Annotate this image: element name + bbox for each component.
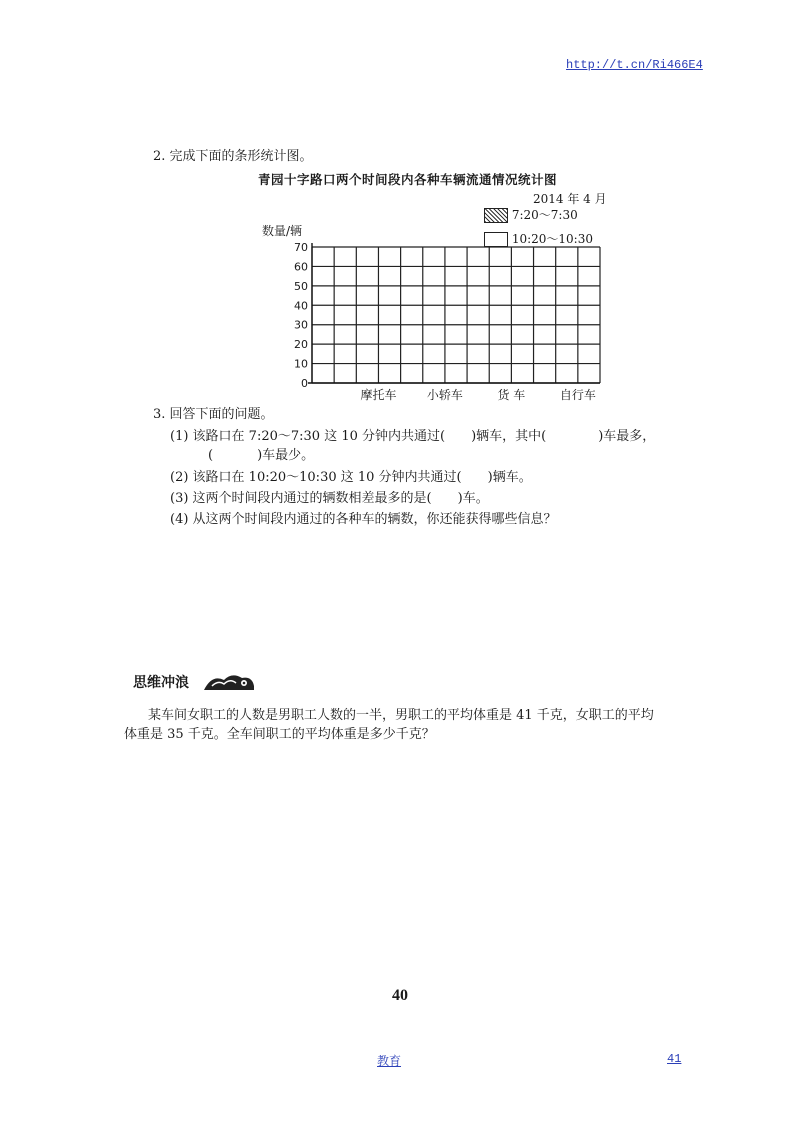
section2-heading: 2. 完成下面的条形统计图。 bbox=[153, 149, 313, 164]
question-3 bbox=[170, 487, 489, 506]
wave-icon bbox=[202, 670, 256, 694]
section3-heading: 3. 回答下面的问题。 bbox=[153, 407, 274, 422]
thinking-title bbox=[133, 672, 189, 692]
bar-chart bbox=[250, 220, 610, 402]
legend-label-morning: 7:20～7:30 bbox=[511, 208, 578, 222]
thinking-line-1: 某车间女职工的人数是男职工人数的一半，男职工的平均体重是 41 千克，女职工的平均 bbox=[148, 708, 654, 723]
y-tick-label: 20 bbox=[294, 338, 308, 352]
chart-xticks bbox=[360, 387, 595, 402]
x-tick-label: 货 车 bbox=[497, 388, 526, 402]
x-tick-label: 摩托车 bbox=[360, 388, 397, 402]
y-tick-label: 0 bbox=[301, 377, 308, 390]
q3-text-a: (3) 这两个时间段内通过的辆数相差最多的是( bbox=[170, 491, 432, 506]
question-1 bbox=[170, 425, 655, 444]
q1-text-d: ( bbox=[208, 448, 214, 463]
q3-text-b: )车。 bbox=[457, 491, 489, 506]
chart-title: 青园十字路口两个时间段内各种车辆流通情况统计图 bbox=[258, 172, 558, 187]
y-tick-label: 30 bbox=[294, 318, 308, 332]
q1-text-b: )辆车，其中( bbox=[471, 429, 547, 444]
chart-ylabel: 数量/辆 bbox=[262, 224, 303, 238]
x-tick-label: 自行车 bbox=[559, 388, 596, 402]
q2-text-a: (2) 该路口在 10:20～10:30 这 10 分钟内共通过( bbox=[170, 470, 462, 485]
thinking-title-text: 思维冲浪 bbox=[133, 675, 189, 691]
question-1-cont bbox=[208, 444, 314, 463]
y-tick-label: 60 bbox=[294, 260, 308, 274]
question-4: (4) 从这两个时间段内通过的各种车的辆数，你还能获得哪些信息？ bbox=[170, 512, 557, 527]
q1-text-a: (1) 该路口在 7:20～7:30 这 10 分钟内共通过( bbox=[170, 429, 446, 444]
footer-link-right[interactable]: 41 bbox=[667, 1052, 682, 1066]
q1-text-e: )车最少。 bbox=[257, 448, 315, 463]
page-number: 40 bbox=[392, 987, 408, 1004]
chart-grid bbox=[308, 243, 600, 383]
y-tick-label: 70 bbox=[294, 241, 308, 254]
q2-text-b: )辆车。 bbox=[487, 470, 532, 485]
footer-link-center[interactable]: 教育 bbox=[377, 1054, 402, 1068]
y-tick-label: 50 bbox=[294, 279, 308, 293]
y-tick-label: 40 bbox=[294, 299, 308, 313]
header-url-link[interactable]: http://t.cn/Ri466E4 bbox=[566, 58, 703, 72]
q1-text-c: )车最多， bbox=[598, 429, 656, 444]
chart-date: 2014 年 4 月 bbox=[533, 192, 607, 206]
thinking-line-2: 体重是 35 千克。全车间职工的平均体重是多少千克？ bbox=[124, 727, 435, 742]
y-tick-label: 10 bbox=[294, 357, 308, 371]
chart-yticks bbox=[294, 241, 308, 390]
x-tick-label: 小轿车 bbox=[426, 388, 463, 402]
legend-label-midmorning: 10:20～10:30 bbox=[511, 232, 593, 246]
question-2 bbox=[170, 466, 532, 485]
